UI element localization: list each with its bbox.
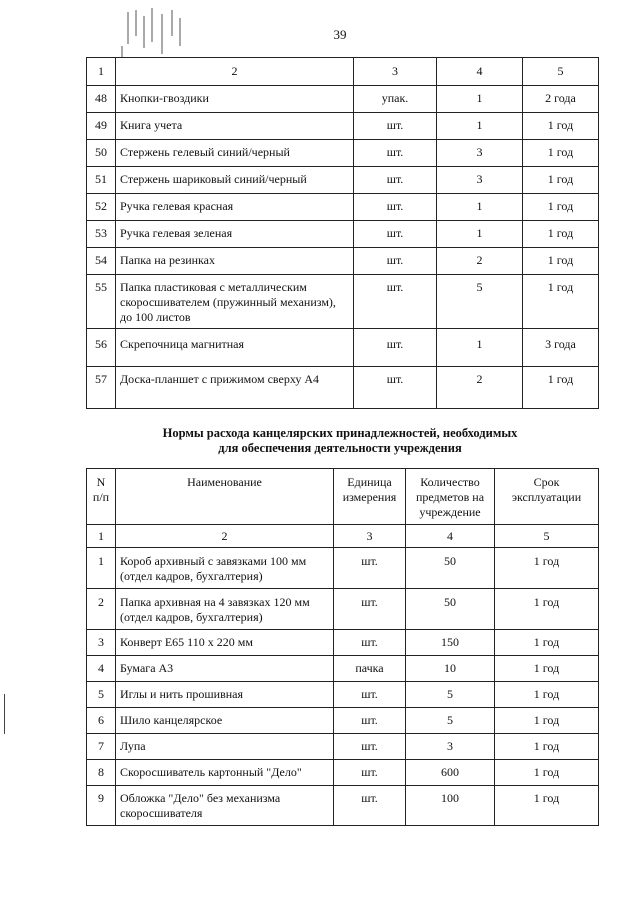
row-number: 57 (87, 367, 116, 409)
quantity: 2 (437, 367, 523, 409)
table-row (87, 113, 599, 140)
unit: шт. (354, 329, 437, 367)
unit: шт. (334, 786, 406, 826)
row-number: 50 (87, 140, 116, 167)
continuation-table (86, 57, 599, 409)
unit: шт. (354, 194, 437, 221)
table-row (87, 140, 599, 167)
table-row (87, 708, 599, 734)
section-heading-line-2: для обеспечения деятельности учреждения (218, 441, 462, 455)
col-number-5: 5 (523, 58, 599, 86)
section-heading-line-1: Нормы расхода канцелярских принадлежностей, необходимых (162, 426, 518, 440)
term: 1 год (523, 113, 599, 140)
row-number: 56 (87, 329, 116, 367)
term: 1 год (495, 589, 599, 630)
unit: шт. (334, 760, 406, 786)
table-row (87, 248, 599, 275)
unit: шт. (334, 708, 406, 734)
row-number: 1 (87, 548, 116, 589)
col-number-2: 2 (116, 525, 334, 548)
item-name: Папка архивная на 4 завязках 120 мм (отдел кадров, бухгалтерия) (116, 589, 334, 630)
term: 1 год (495, 734, 599, 760)
row-number: 7 (87, 734, 116, 760)
unit: шт. (334, 682, 406, 708)
item-name: Лупа (116, 734, 334, 760)
unit: шт. (354, 113, 437, 140)
term: 1 год (495, 760, 599, 786)
item-name: Стержень гелевый синий/черный (116, 140, 354, 167)
term: 1 год (523, 194, 599, 221)
item-name: Бумага А3 (116, 656, 334, 682)
table-row (87, 86, 599, 113)
quantity: 1 (437, 86, 523, 113)
item-name: Короб архивный с завязками 100 мм (отдел кадров, бухгалтерия) (116, 548, 334, 589)
term: 1 год (495, 548, 599, 589)
header-term: Срок эксплуатации (495, 469, 599, 525)
quantity: 50 (406, 589, 495, 630)
term: 3 года (523, 329, 599, 367)
quantity: 1 (437, 221, 523, 248)
row-number: 8 (87, 760, 116, 786)
unit: шт. (334, 630, 406, 656)
row-number: 48 (87, 86, 116, 113)
item-name: Обложка "Дело" без механизма скоросшивателя (116, 786, 334, 826)
quantity: 3 (437, 167, 523, 194)
table-row (87, 221, 599, 248)
row-number: 55 (87, 275, 116, 329)
column-number-row (87, 525, 599, 548)
term: 1 год (495, 682, 599, 708)
col-number-5: 5 (495, 525, 599, 548)
col-number-2: 2 (116, 58, 354, 86)
table-row (87, 275, 599, 329)
quantity: 1 (437, 113, 523, 140)
quantity: 2 (437, 248, 523, 275)
quantity: 5 (437, 275, 523, 329)
unit: упак. (354, 86, 437, 113)
unit: шт. (354, 367, 437, 409)
row-number: 6 (87, 708, 116, 734)
term: 1 год (523, 248, 599, 275)
quantity: 3 (406, 734, 495, 760)
table-row (87, 682, 599, 708)
col-number-4: 4 (437, 58, 523, 86)
scan-artifact-line (4, 694, 8, 734)
section-heading (110, 426, 570, 456)
term: 1 год (523, 367, 599, 409)
item-name: Шило канцелярское (116, 708, 334, 734)
quantity: 150 (406, 630, 495, 656)
col-number-4: 4 (406, 525, 495, 548)
quantity: 5 (406, 708, 495, 734)
col-number-1: 1 (87, 58, 116, 86)
header-number: N п/п (87, 469, 116, 525)
column-number-row (87, 58, 599, 86)
table-row (87, 656, 599, 682)
quantity: 10 (406, 656, 495, 682)
term: 2 года (523, 86, 599, 113)
term: 1 год (523, 275, 599, 329)
row-number: 5 (87, 682, 116, 708)
item-name: Ручка гелевая красная (116, 194, 354, 221)
term: 1 год (495, 630, 599, 656)
term: 1 год (495, 786, 599, 826)
col-number-1: 1 (87, 525, 116, 548)
row-number: 52 (87, 194, 116, 221)
quantity: 1 (437, 329, 523, 367)
item-name: Стержень шариковый синий/черный (116, 167, 354, 194)
unit: пачка (334, 656, 406, 682)
row-number: 49 (87, 113, 116, 140)
row-number: 51 (87, 167, 116, 194)
item-name: Кнопки-гвоздики (116, 86, 354, 113)
unit: шт. (334, 589, 406, 630)
col-number-3: 3 (334, 525, 406, 548)
quantity: 5 (406, 682, 495, 708)
row-number: 54 (87, 248, 116, 275)
table-row (87, 630, 599, 656)
table-row (87, 734, 599, 760)
item-name: Конверт Е65 110 х 220 мм (116, 630, 334, 656)
row-number: 2 (87, 589, 116, 630)
unit: шт. (354, 167, 437, 194)
term: 1 год (523, 221, 599, 248)
header-unit: Единица измерения (334, 469, 406, 525)
col-number-3: 3 (354, 58, 437, 86)
table-row (87, 194, 599, 221)
term: 1 год (523, 140, 599, 167)
quantity: 100 (406, 786, 495, 826)
quantity: 1 (437, 194, 523, 221)
row-number: 4 (87, 656, 116, 682)
term: 1 год (495, 708, 599, 734)
quantity: 3 (437, 140, 523, 167)
item-name: Папка пластиковая с металлическим скоросшивателем (пружинный механизм), до 100 листов (116, 275, 354, 329)
quantity: 50 (406, 548, 495, 589)
item-name: Папка на резинках (116, 248, 354, 275)
page-number: 39 (333, 27, 347, 42)
header-name: Наименование (116, 469, 334, 525)
unit: шт. (334, 548, 406, 589)
row-number: 3 (87, 630, 116, 656)
unit: шт. (354, 275, 437, 329)
item-name: Книга учета (116, 113, 354, 140)
unit: шт. (334, 734, 406, 760)
item-name: Иглы и нить прошивная (116, 682, 334, 708)
item-name: Скоросшиватель картонный "Дело" (116, 760, 334, 786)
item-name: Скрепочница магнитная (116, 329, 354, 367)
table-row (87, 329, 599, 367)
unit: шт. (354, 221, 437, 248)
table-row (87, 760, 599, 786)
table-row (87, 548, 599, 589)
quantity: 600 (406, 760, 495, 786)
item-name: Ручка гелевая зеленая (116, 221, 354, 248)
header-row (87, 469, 599, 525)
row-number: 9 (87, 786, 116, 826)
unit: шт. (354, 140, 437, 167)
table-row (87, 367, 599, 409)
row-number: 53 (87, 221, 116, 248)
stationery-norms-table (86, 468, 599, 826)
term: 1 год (523, 167, 599, 194)
item-name: Доска-планшет с прижимом сверху А4 (116, 367, 354, 409)
table-row (87, 786, 599, 826)
unit: шт. (354, 248, 437, 275)
table-row (87, 589, 599, 630)
table-row (87, 167, 599, 194)
header-quantity: Количество предметов на учреждение (406, 469, 495, 525)
term: 1 год (495, 656, 599, 682)
